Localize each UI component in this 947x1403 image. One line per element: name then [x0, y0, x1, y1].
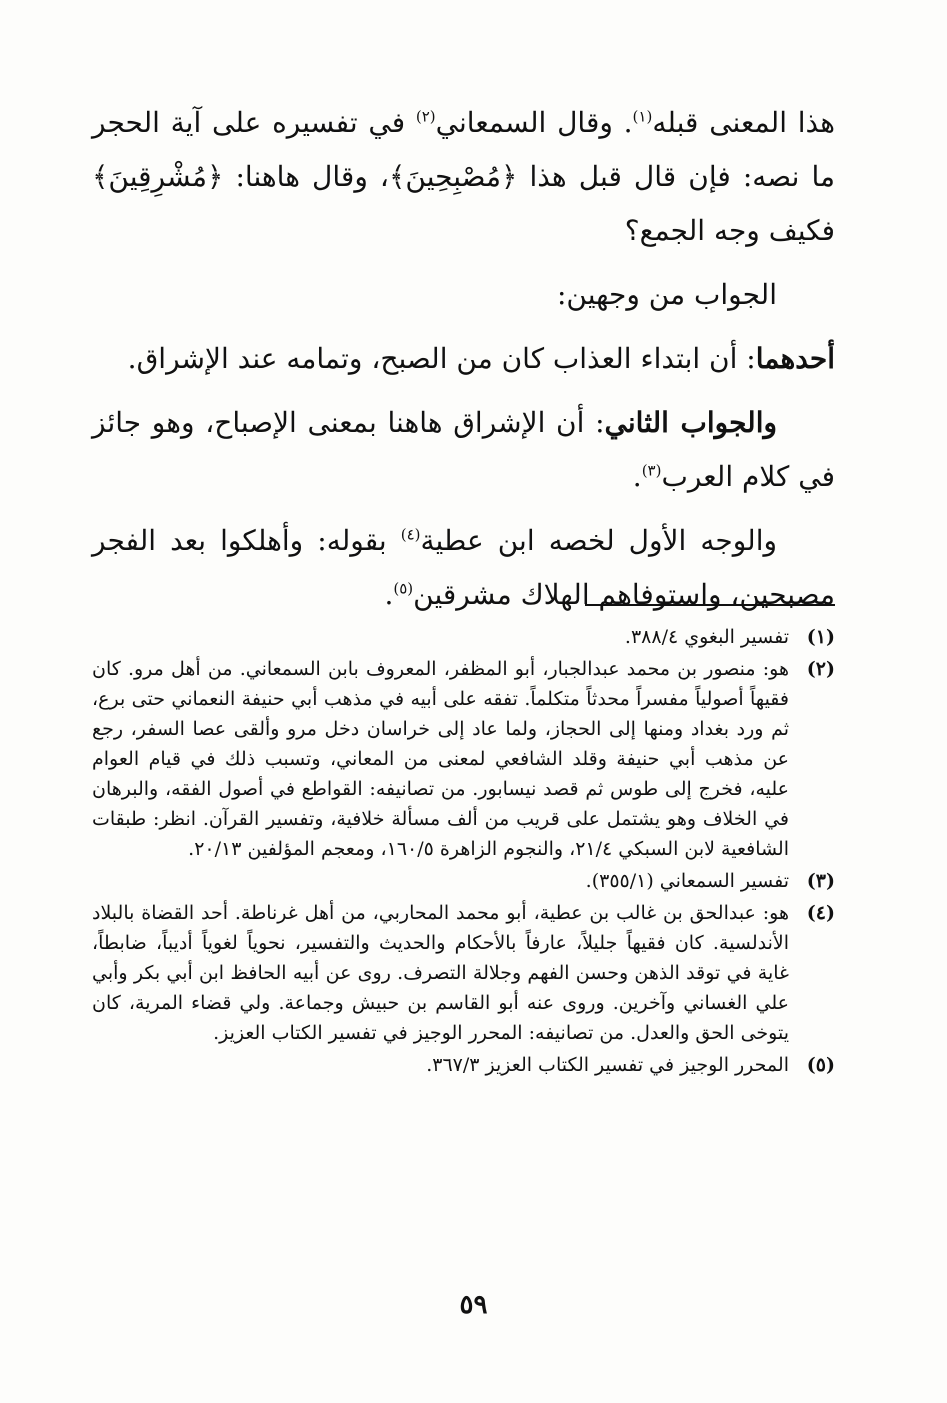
text-run: : أن الإشراق هاهنا بمعنى الإصباح، وهو جائز في كلام العرب — [92, 406, 835, 493]
footnote-5 — [92, 1050, 835, 1080]
paragraph-1 — [92, 96, 835, 258]
paragraph-3 — [92, 332, 835, 386]
footnote-ref-5[interactable]: (٥) — [393, 579, 414, 598]
text-run: في تفسيره على آية الحجر ما نصه: فإن قال قبل هذا ﴿مُصْبِحِينَ﴾، وقال هاهنا: ﴿مُشْرِقِينَ﴾ فكيف وجه الجمع؟ — [92, 106, 835, 247]
footnote-number: (٥) — [806, 1054, 835, 1076]
bold-heading: والجواب الثاني — [604, 406, 777, 439]
footnote-text: هو: عبدالحق بن غالب بن عطية، أبو محمد المحاربي، من أهل غرناطة. أحد القضاة بالبلاد الأندلسية. كان فقيهاً جليلاً، عارفاً بالأحكام والحديث والتفسير، نحوياً لغوياً أديباً، ضابطاً، غاية في توقد الذهن وحسن الفهم وجلالة التصرف. روى عن أبيه الحافظ ابن أبي بكر وأبي علي الغساني وآخرين. وروى عنه أبو القاسم بن حبيش وجماعة. ولي قضاء المرية، كان يتوخى الحق والعدل. من تصانيفه: المحرر الوجيز في تفسير الكتاب العزيز. — [92, 902, 789, 1044]
footnote-1 — [92, 622, 835, 652]
bold-heading: أحدهما — [755, 342, 835, 375]
footnote-ref-2[interactable]: (٢) — [415, 107, 436, 126]
footnote-text: تفسير السمعاني (٣٥٥/١). — [585, 870, 789, 892]
paragraph-4 — [92, 396, 835, 504]
text-run: بقوله: وأهلكوا بعد الفجر مصبحين، واستوفاهم الهلاك مشرقين — [92, 524, 835, 611]
footnote-text: المحرر الوجيز في تفسير الكتاب العزيز ٣٦٧/٣. — [426, 1054, 789, 1076]
footnote-divider — [585, 604, 835, 606]
footnote-number: (٢) — [806, 658, 835, 680]
footnote-text: تفسير البغوي ٣٨٨/٤. — [624, 626, 789, 648]
footnote-number: (٣) — [806, 870, 835, 892]
footnote-ref-4[interactable]: (٤) — [400, 525, 421, 544]
text-run: الجواب من وجهين: — [556, 278, 777, 311]
footnote-number: (٤) — [806, 902, 835, 924]
page-number: ٥٩ — [459, 1290, 488, 1320]
footnote-4 — [92, 898, 835, 1048]
paragraph-2 — [92, 268, 835, 322]
text-run: : أن ابتداء العذاب كان من الصبح، وتمامه عند الإشراق. — [127, 342, 756, 375]
text-run: والوجه الأول لخصه ابن عطية — [420, 524, 777, 557]
text-run: . — [384, 578, 394, 611]
main-text — [92, 96, 835, 622]
footnote-text: هو: منصور بن محمد عبدالجبار، أبو المظفر، المعروف بابن السمعاني. من أهل مرو. كان فقيهاً أصولياً مفسراً محدثاً متكلماً. تفقه على أبيه في مذهب أبي حنيفة النعماني حتى برع، ثم ورد بغداد ومنها إلى الحجاز، ولما عاد إلى خراسان دخل مرو وألقى عصا السفر، رجع عن مذهب أبي حنيفة وقلد الشافعي لمعنى من المعاني، وتسبب ذلك في قيام العوام عليه، فخرج إلى طوس ثم قصد نيسابور. من تصانيفه: القواطع في أصول الفقه، والبرهان في الخلاف وهو يشتمل على قريب من ألف مسألة خلافية، وتفسير القرآن. انظر: طبقات الشافعية لابن السبكي ٢١/٤، والنجوم الزاهرة ١٦٠/٥، ومعجم المؤلفين ٢٠/١٣. — [92, 658, 789, 860]
text-run: . وقال السمعاني — [435, 106, 633, 139]
text-run: . — [632, 460, 642, 493]
text-run: هذا المعنى قبله — [652, 106, 835, 139]
footnote-ref-1[interactable]: (١) — [632, 107, 653, 126]
footnote-3 — [92, 866, 835, 896]
footnotes — [92, 622, 835, 1082]
footnote-2 — [92, 654, 835, 864]
footnote-number: (١) — [806, 626, 835, 648]
footnote-ref-3[interactable]: (٣) — [641, 461, 662, 480]
